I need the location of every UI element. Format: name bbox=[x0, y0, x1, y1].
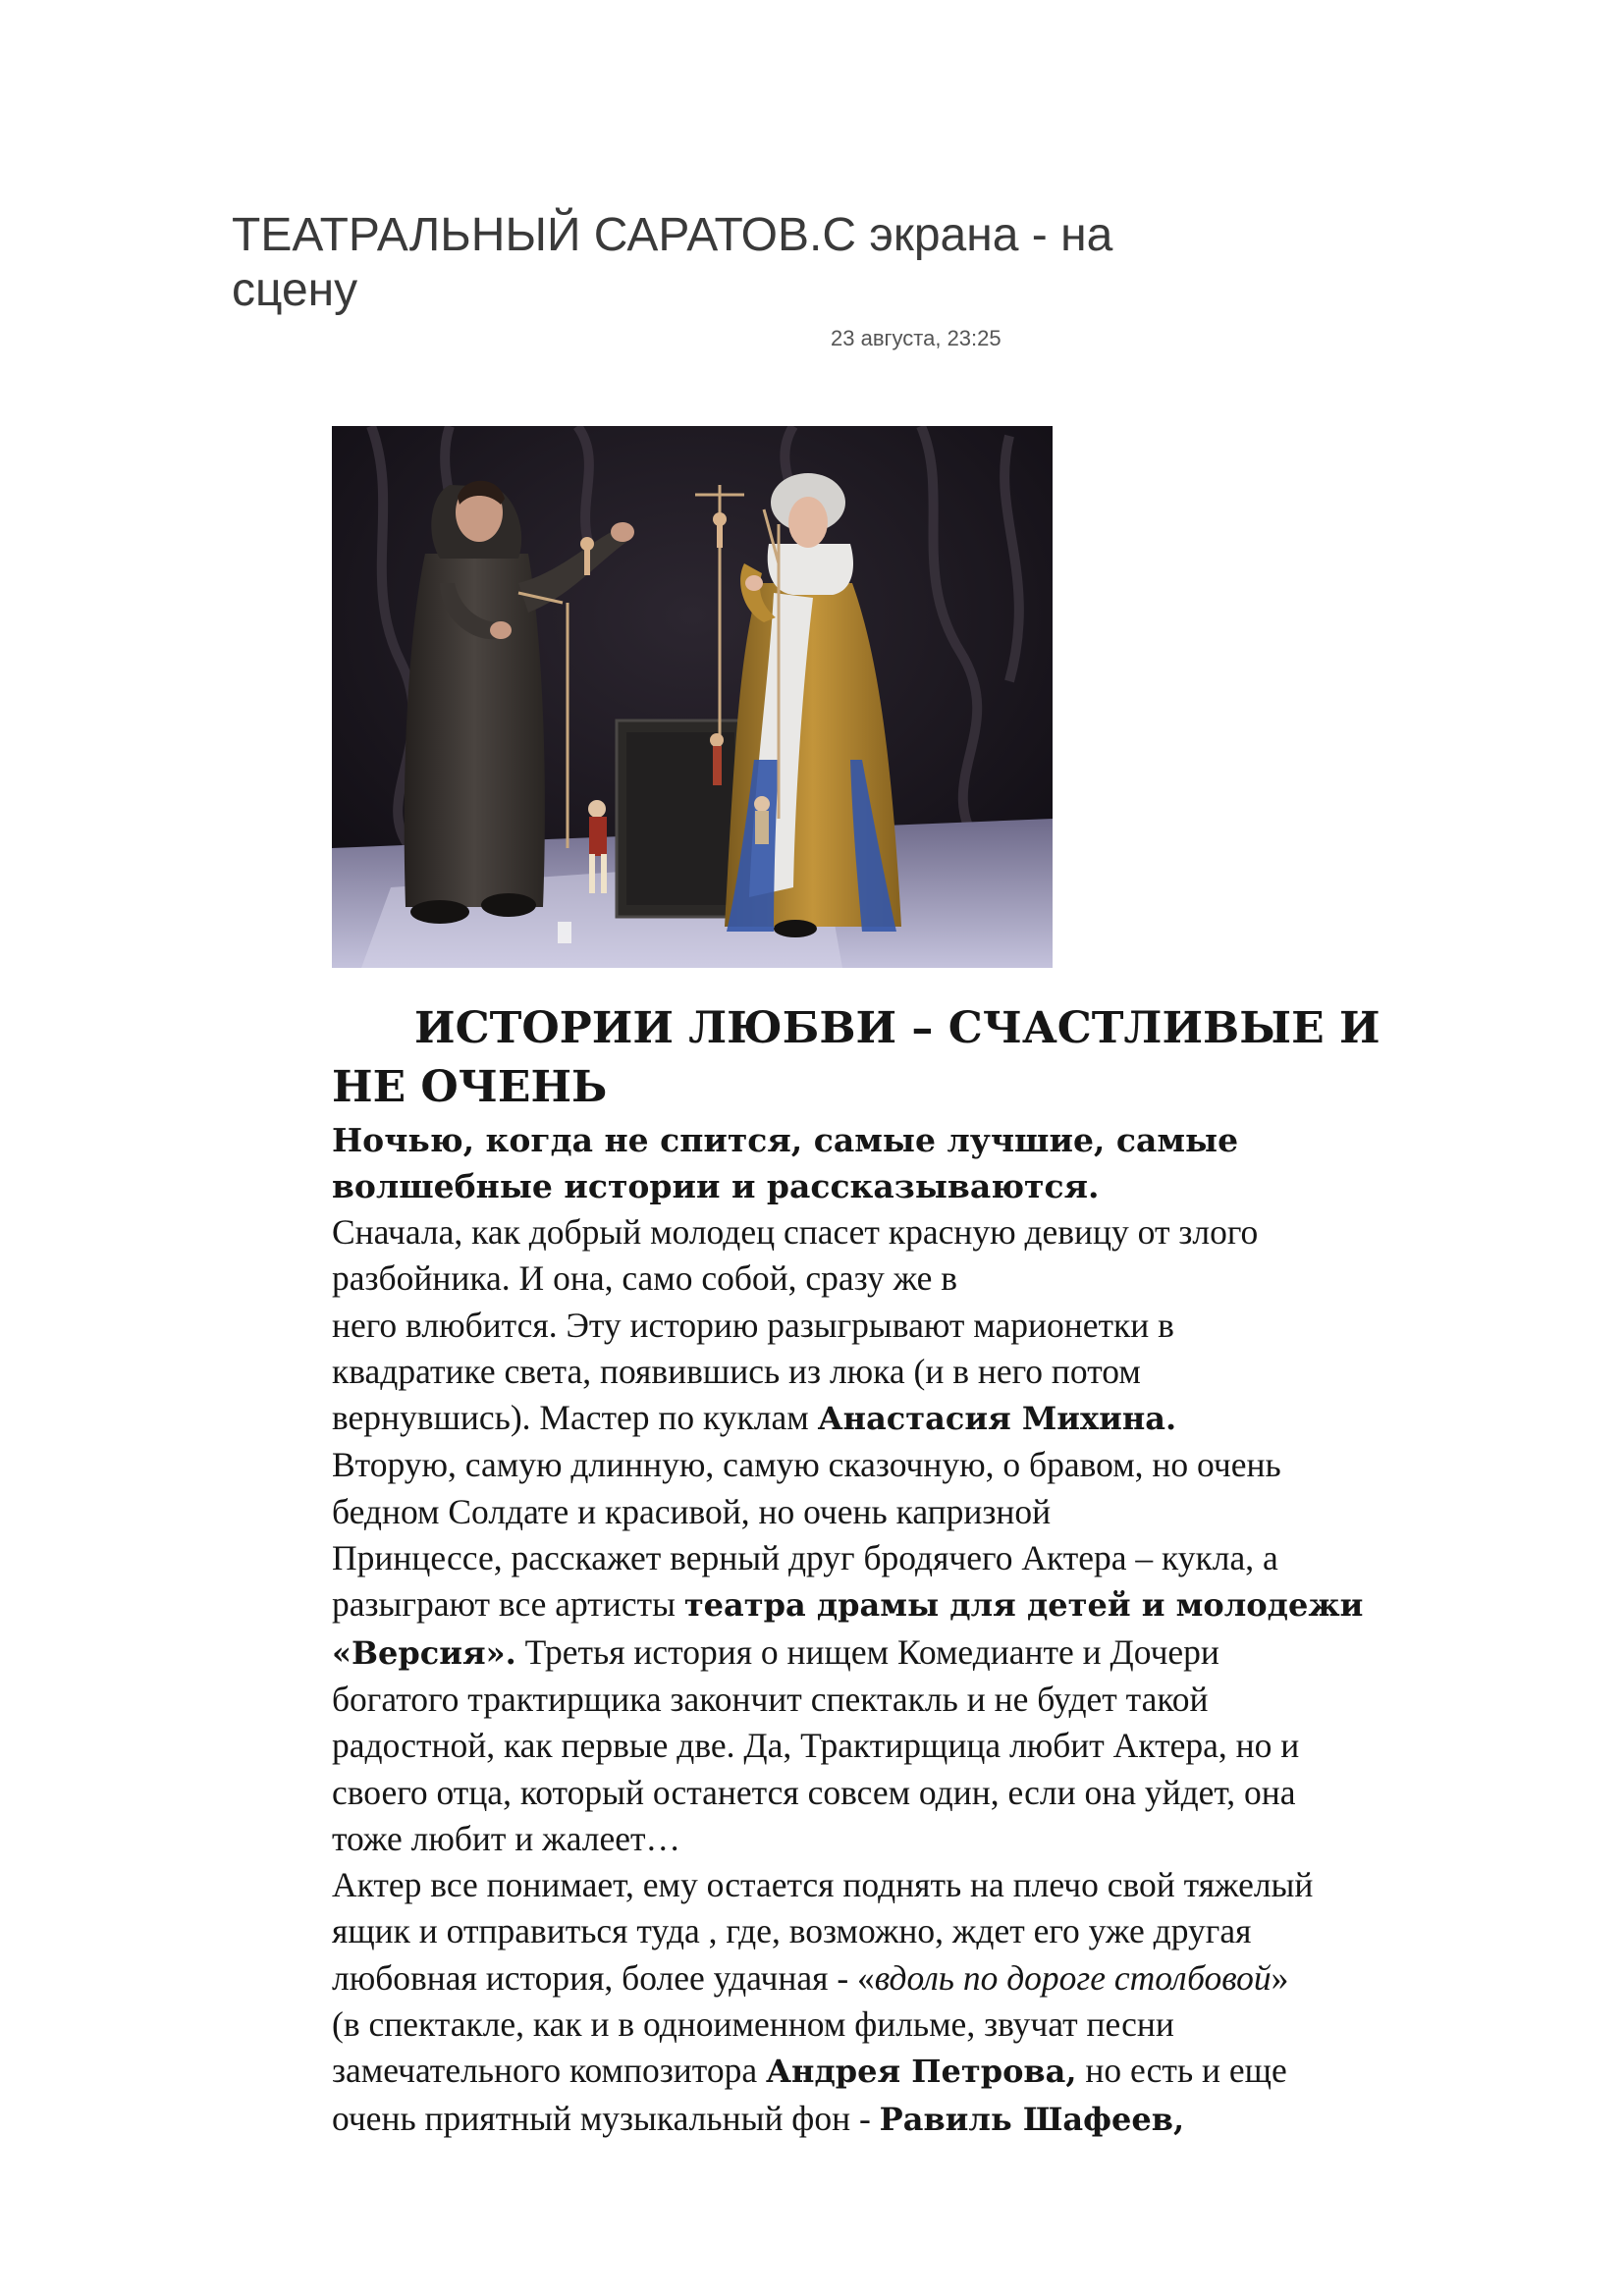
body-line: очень приятный музыкальный фон - Равиль Шафеев, bbox=[332, 2098, 1185, 2138]
publish-date: 23 августа, 23:25 bbox=[831, 326, 1001, 350]
body-line: тоже любит и жалеет… bbox=[332, 1818, 680, 1858]
article-lead bbox=[332, 1117, 1540, 1209]
body-line: Вторую, самую длинную, самую сказочную, о бравом, но очень bbox=[332, 1445, 1281, 1485]
song-title: вдоль по дороге столбовой bbox=[874, 1957, 1272, 1998]
body-line: богатого трактирщика закончит спектакль и не будет такой bbox=[332, 1679, 1209, 1719]
body-line: «Версия». Третья история о нищем Комедианте и Дочери bbox=[332, 1631, 1219, 1672]
lead-line-2: волшебные истории и рассказываются. bbox=[332, 1167, 1100, 1205]
article-title-line-1: ИСТОРИИ ЛЮБВИ – СЧАСТЛИВЫЕ И bbox=[414, 1003, 1380, 1053]
article-title bbox=[332, 999, 1540, 1117]
body-line: вернувшись). Мастер по куклам Анастасия Михина. bbox=[332, 1398, 1177, 1438]
body-line: разбойника. И она, само собой, сразу же в bbox=[332, 1258, 958, 1299]
composer-name: Андрея Петрова, bbox=[765, 2053, 1077, 2091]
page-title: ТЕАТРАЛЬНЫЙ САРАТОВ.С экрана - на сцену bbox=[232, 209, 1113, 316]
body-line: Сначала, как добрый молодец спасет красную девицу от злого bbox=[332, 1212, 1259, 1252]
body-line: ящик и отправиться туда , где, возможно, ждет его уже другая bbox=[332, 1911, 1252, 1951]
article-title-line-2: НЕ ОЧЕНЬ bbox=[332, 1062, 608, 1112]
body-line: Принцессе, расскажет верный друг бродячего Актера – кукла, а bbox=[332, 1538, 1278, 1578]
theatre-name: театра драмы для детей и молодежи bbox=[683, 1586, 1364, 1625]
theatre-name-version: «Версия». bbox=[332, 1633, 516, 1672]
body-line: замечательного композитора Андрея Петрова, но есть и еще bbox=[332, 2051, 1287, 2091]
body-line: квадратике света, появившись из люка (и в него потом bbox=[332, 1351, 1141, 1391]
body-line: (в спектакле, как и в одноименном фильме, звучат песни bbox=[332, 2004, 1174, 2045]
body-line: своего отца, который останется совсем один, если она уйдет, она bbox=[332, 1772, 1296, 1812]
body-line: бедном Солдате и красивой, но очень капризной bbox=[332, 1491, 1052, 1531]
body-line: любовная история, более удачная - «вдоль по дороге столбовой» bbox=[332, 1957, 1289, 1998]
music-author-name: Равиль Шафеев, bbox=[879, 2100, 1185, 2138]
puppet-master-name: Анастасия Михина. bbox=[817, 1400, 1177, 1438]
article-photo bbox=[332, 426, 1053, 968]
body-line: него влюбится. Эту историю разыгрывают марионетки в bbox=[332, 1305, 1174, 1345]
lead-line-1: Ночью, когда не спится, самые лучшие, самые bbox=[332, 1121, 1239, 1159]
body-line: Актер все понимает, ему остается поднять на плечо свой тяжелый bbox=[332, 1865, 1314, 1905]
body-line: разыграют все артисты театра драмы для детей и молодежи bbox=[332, 1584, 1364, 1625]
article bbox=[332, 999, 1540, 2143]
article-body bbox=[332, 1209, 1540, 2143]
body-line: радостной, как первые две. Да, Трактирщица любит Актера, но и bbox=[332, 1726, 1300, 1766]
